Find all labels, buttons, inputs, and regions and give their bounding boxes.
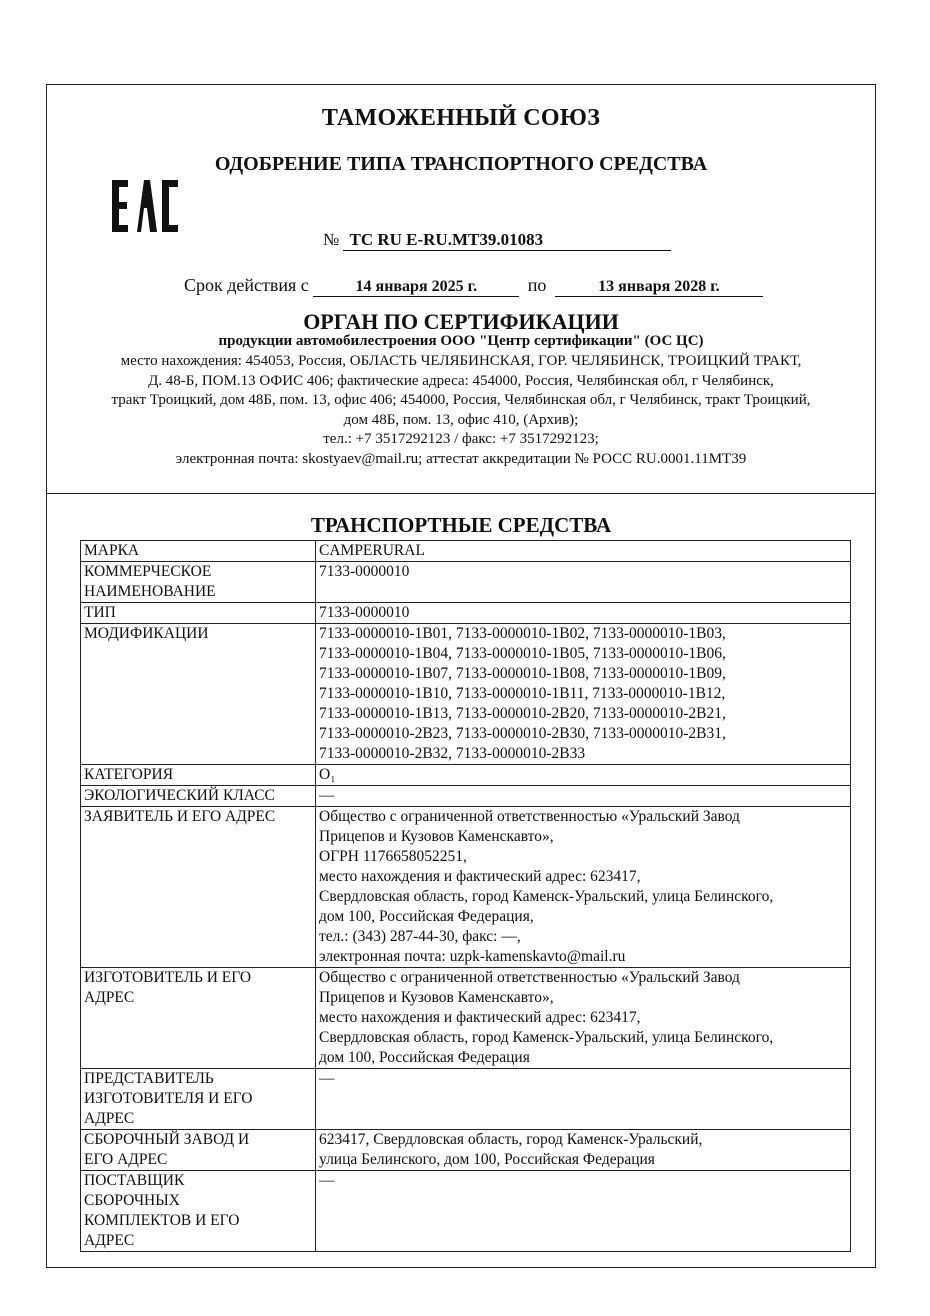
table-row <box>81 807 851 968</box>
field-value-line: — <box>319 787 335 804</box>
address-line: место нахождения: 454053, Россия, ОБЛАСТЬ ЧЕЛЯБИНСКАЯ, ГОР. ЧЕЛЯБИНСК, ТРОИЦКИЙ ТРАКТ, <box>120 353 802 369</box>
field-label <box>81 541 316 562</box>
field-value <box>316 1069 851 1130</box>
field-value-line: 7133-0000010 <box>319 604 410 621</box>
field-label-line: ЗАЯВИТЕЛЬ И ЕГО АДРЕС <box>84 808 276 825</box>
field-value <box>316 1130 851 1171</box>
field-value <box>316 603 851 624</box>
field-value-line: Свердловская область, город Каменск-Уральский, улица Белинского, <box>319 888 774 905</box>
field-label <box>81 562 316 603</box>
table-row <box>81 1171 851 1252</box>
field-label-line: КОММЕРЧЕСКОЕ <box>84 563 212 580</box>
field-value-line: 7133-0000010-1В13, 7133-0000010-2В20, 7133-0000010-2В21, <box>319 705 726 722</box>
field-label <box>81 1171 316 1252</box>
field-label-line: ПРЕДСТАВИТЕЛЬ <box>84 1070 214 1087</box>
field-value <box>316 541 851 562</box>
field-label-line: АДРЕС <box>84 1232 135 1249</box>
table-row <box>81 968 851 1069</box>
number-value: ТС RU E-RU.МТ39.01083 <box>343 230 671 251</box>
valid-to-date: 13 января 2028 г. <box>555 278 763 297</box>
field-value <box>316 624 851 765</box>
field-value-line: Свердловская область, город Каменск-Уральский, улица Белинского, <box>319 1029 774 1046</box>
address-line: дом 48Б, пом. 13, офис 410, (Архив); <box>343 411 579 428</box>
field-value-line: место нахождения и фактический адрес: 623417, <box>319 1009 641 1026</box>
eac-logo <box>110 178 180 234</box>
field-value <box>316 562 851 603</box>
field-label <box>81 786 316 807</box>
table-row <box>81 1069 851 1130</box>
field-label-line: КОМПЛЕКТОВ И ЕГО <box>84 1212 240 1229</box>
field-value-line: улица Белинского, дом 100, Российская Федерация <box>319 1151 655 1168</box>
field-value-line: ОГРН 1176658052251, <box>319 848 467 865</box>
field-value-line: 7133-0000010-2В32, 7133-0000010-2В33 <box>319 745 586 762</box>
organ-address <box>58 352 864 469</box>
field-value-line: Общество с ограниченной ответственностью «Уральский Завод <box>319 808 740 825</box>
section-divider <box>46 493 876 494</box>
field-value-line: место нахождения и фактический адрес: 623417, <box>319 868 641 885</box>
field-value-line: 7133-0000010-1В01, 7133-0000010-1В02, 7133-0000010-1В03, <box>319 625 726 642</box>
address-line: электронная почта: skostyaev@mail.ru; аттестат аккредитации № РОСС RU.0001.11МТ39 <box>175 450 747 467</box>
field-label-line: НАИМЕНОВАНИЕ <box>84 583 216 600</box>
field-value-line: электронная почта: uzpk-kamenskavto@mail.ru <box>319 948 626 965</box>
to-label: по <box>527 275 547 295</box>
field-label <box>81 968 316 1069</box>
field-value-line: Общество с ограниченной ответственностью «Уральский Завод <box>319 969 740 986</box>
address-line: тракт Троицкий, дом 48Б, пом. 13, офис 406; 454000, Россия, Челябинская обл, г Челябинск, тракт Троицкий, <box>111 392 811 408</box>
approval-title: ОДОБРЕНИЕ ТИПА ТРАНСПОРТНОГО СРЕДСТВА <box>214 153 708 175</box>
field-label-line: ИЗГОТОВИТЕЛЯ И ЕГО <box>84 1090 253 1107</box>
field-value-line: Прицепов и Кузовов Каменскавто», <box>319 828 554 845</box>
field-value-line: дом 100, Российская Федерация <box>319 1049 530 1066</box>
field-label <box>81 1130 316 1171</box>
validity-label: Срок действия с <box>184 275 309 295</box>
number-prefix: № <box>323 230 340 249</box>
field-value-line: дом 100, Российская Федерация, <box>319 908 534 925</box>
field-label <box>81 765 316 786</box>
field-label-line: СБОРОЧНЫЙ ЗАВОД И <box>84 1131 250 1148</box>
vehicles-title: ТРАНСПОРТНЫЕ СРЕДСТВА <box>310 513 612 537</box>
field-label-line: ПОСТАВЩИК <box>84 1172 185 1189</box>
table-row <box>81 786 851 807</box>
field-value-line: O₁ <box>319 766 336 783</box>
field-label <box>81 603 316 624</box>
field-value <box>316 968 851 1069</box>
field-label-line: ЕГО АДРЕС <box>84 1151 168 1168</box>
field-value-line: — <box>319 1070 335 1087</box>
validity-period <box>184 275 763 297</box>
field-label-line: СБОРОЧНЫХ <box>84 1192 180 1209</box>
field-value <box>316 1171 851 1252</box>
field-value-line: 7133-0000010 <box>319 563 410 580</box>
organ-title: ОРГАН ПО СЕРТИФИКАЦИИ <box>303 309 619 334</box>
address-line: Д. 48-Б, ПОМ.13 ОФИС 406; фактические адреса: 454000, Россия, Челябинская обл, г Челябинск, <box>148 372 774 389</box>
field-value-line: 7133-0000010-1В07, 7133-0000010-1В08, 7133-0000010-1В09, <box>319 665 726 682</box>
field-value-line: 7133-0000010-2В23, 7133-0000010-2В30, 7133-0000010-2В31, <box>319 725 726 742</box>
field-label <box>81 1069 316 1130</box>
field-value-line: — <box>319 1172 335 1189</box>
field-value-line: 7133-0000010-1В04, 7133-0000010-1В05, 7133-0000010-1В06, <box>319 645 726 662</box>
field-value-line: CAMPERURAL <box>319 542 425 559</box>
table-row <box>81 562 851 603</box>
vehicles-table <box>80 540 851 1252</box>
union-title: ТАМОЖЕННЫЙ СОЮЗ <box>321 105 601 131</box>
table-row <box>81 765 851 786</box>
valid-from-date: 14 января 2025 г. <box>313 278 519 297</box>
field-value-line: 623417, Свердловская область, город Каменск-Уральский, <box>319 1131 703 1148</box>
field-label-line: ЭКОЛОГИЧЕСКИЙ КЛАСС <box>84 787 275 804</box>
field-value-line: 7133-0000010-1В10, 7133-0000010-1В11, 7133-0000010-1В12, <box>319 685 726 702</box>
field-label-line: ИЗГОТОВИТЕЛЬ И ЕГО <box>84 969 252 986</box>
address-line: тел.: +7 3517292123 / факс: +7 3517292123; <box>323 431 599 447</box>
field-label <box>81 624 316 765</box>
field-label-line: МОДИФИКАЦИИ <box>84 625 209 642</box>
table-row <box>81 624 851 765</box>
table-row <box>81 1130 851 1171</box>
field-label-line: КАТЕГОРИЯ <box>84 766 174 783</box>
field-value-line: Прицепов и Кузовов Каменскавто», <box>319 989 554 1006</box>
table-row <box>81 603 851 624</box>
organ-subtitle: продукции автомобилестроения ООО "Центр сертификации" (ОС ЦС) <box>218 333 704 349</box>
field-value-line: тел.: (343) 287-44-30, факс: —, <box>319 928 521 945</box>
field-label-line: МАРКА <box>84 542 140 559</box>
field-label <box>81 807 316 968</box>
field-label-line: АДРЕС <box>84 989 135 1006</box>
field-label-line: ТИП <box>84 604 116 621</box>
field-label-line: АДРЕС <box>84 1110 135 1127</box>
field-value <box>316 765 851 786</box>
field-value <box>316 786 851 807</box>
field-value <box>316 807 851 968</box>
approval-number <box>323 230 671 251</box>
table-row <box>81 541 851 562</box>
